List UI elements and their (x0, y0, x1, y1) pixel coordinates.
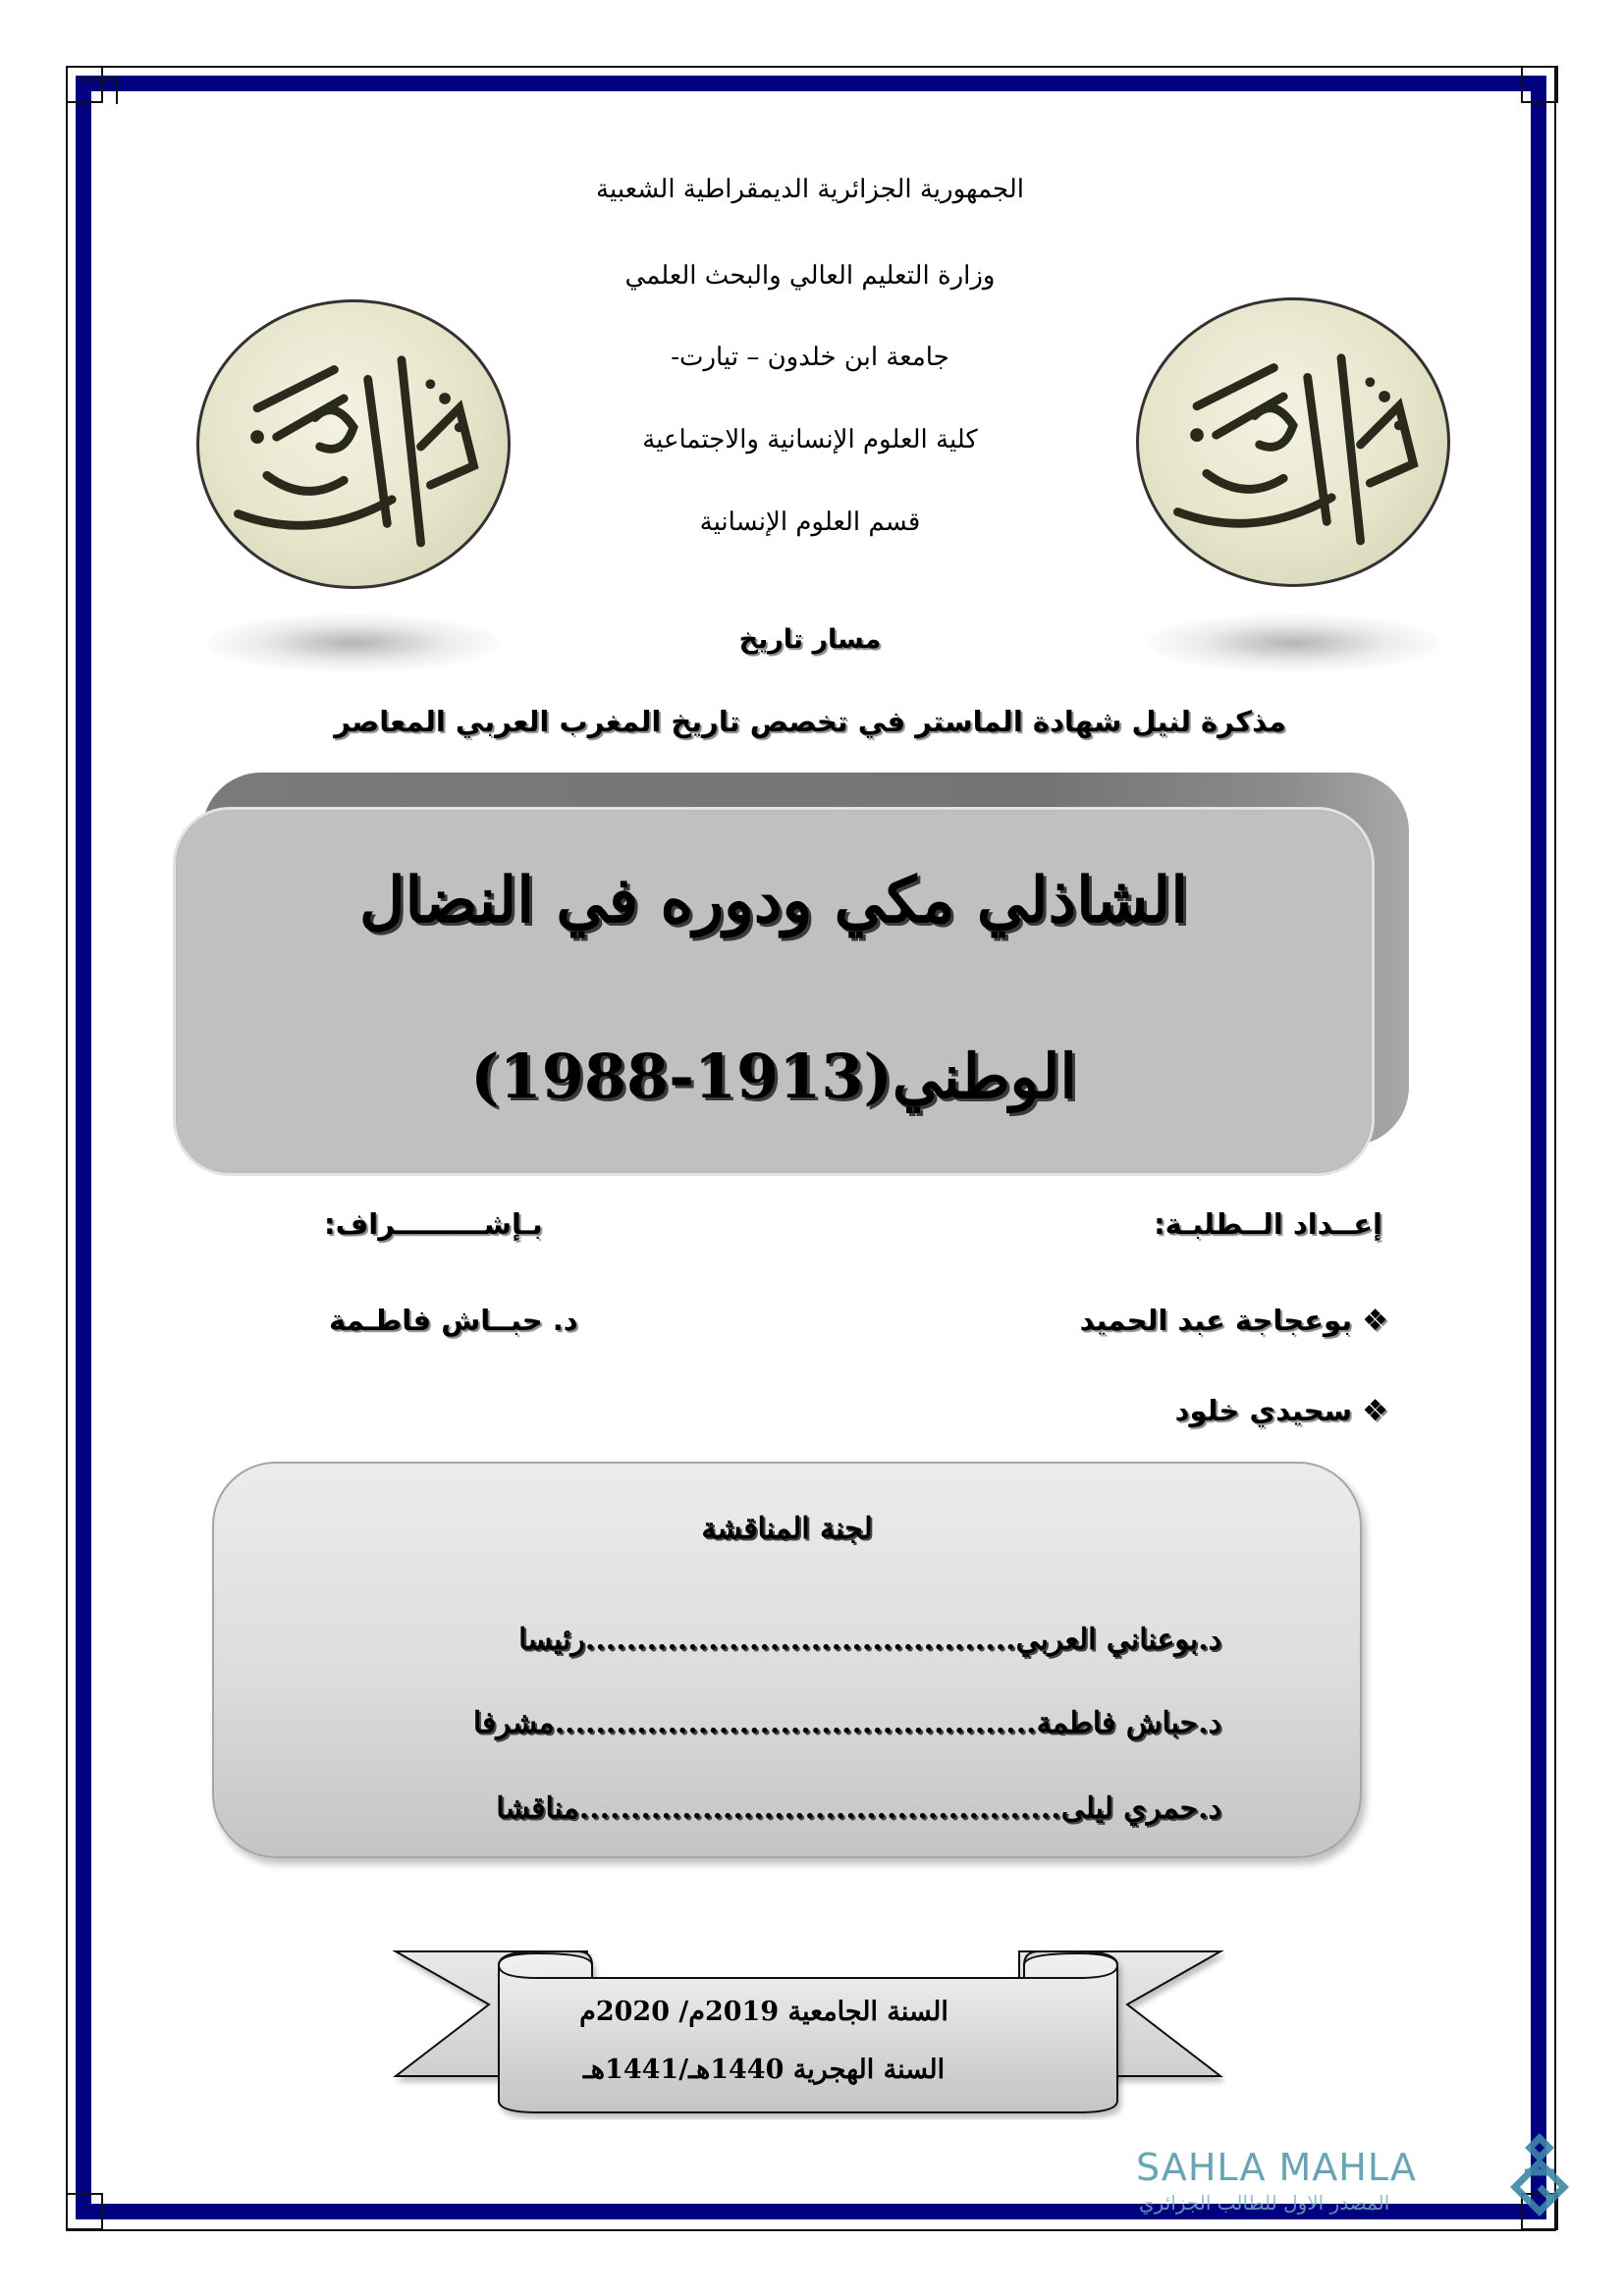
member-name: د.بوعناني العربي (1015, 1623, 1221, 1657)
diamond-bullet-icon: ❖ (1362, 1304, 1388, 1338)
title-line-2: الوطني(1913-1988) (470, 1041, 1077, 1112)
academic-year-gregorian: السنة الجامعية 2019م/ 2020م (579, 1997, 948, 2027)
watermark-tagline: المصدر الاول للطالب الجزائري (1139, 2191, 1390, 2215)
header-republic: الجمهورية الجزائرية الديمقراطية الشعبية (596, 175, 1024, 204)
diamond-bullet-icon: ❖ (1362, 1394, 1388, 1428)
university-seal-right (1136, 297, 1450, 587)
header-faculty: كلية العلوم الإنسانية والاجتماعية (642, 425, 978, 454)
committee-member-row (518, 1623, 1221, 1657)
header-department: قسم العلوم الإنسانية (699, 507, 921, 537)
committee-member-row (496, 1791, 1221, 1826)
supervisor-label: بـإشـــــــــراف: (324, 1207, 543, 1241)
corner-ornament-top-left-inner (79, 79, 118, 104)
leader-dots: .......................................... (584, 1623, 1016, 1657)
committee-member-row (473, 1706, 1221, 1740)
student-name: بوعجاجة عبد الحميد (1079, 1304, 1353, 1337)
thesis-statement: مذكرة لنيل شهادة الماستر في تخصص تاريخ المغرب العربي المعاصر (334, 705, 1286, 738)
watermark-logo-icon (1505, 2133, 1574, 2221)
header-university: جامعة ابن خلدون – تيارت- (671, 343, 949, 372)
title-line-1: الشاذلي مكي ودوره في النضال (358, 864, 1189, 937)
leader-dots: ............................................... (578, 1791, 1061, 1826)
member-role: مشرفا (472, 1706, 555, 1740)
committee-title: لجنة المناقشة (701, 1512, 873, 1546)
member-name: د.حباش فاطمة (1036, 1706, 1221, 1740)
supervisor-name: د. حبــاش فاطـمة (329, 1304, 578, 1337)
seal-calligraphy-icon (199, 302, 508, 586)
watermark-brand: SAHLA MAHLA (1136, 2146, 1417, 2189)
student-item (1175, 1394, 1388, 1428)
member-role: مناقشا (496, 1791, 579, 1826)
track-label: مسار تاريخ (738, 624, 882, 655)
header-ministry: وزارة التعليم العالي والبحث العلمي (624, 261, 996, 291)
student-name: سحيدي خلود (1174, 1394, 1353, 1427)
academic-year-hijri: السنة الهجرية 1440هـ/1441هـ (582, 2055, 946, 2085)
students-label: إعــداد الــطلبـة: (1154, 1207, 1382, 1241)
seal-calligraphy-icon (1139, 300, 1447, 584)
corner-ornament-top-right (1521, 66, 1558, 103)
student-item (1080, 1304, 1388, 1338)
leader-dots: ............................................... (554, 1706, 1037, 1740)
corner-ornament-bottom-left (66, 2193, 103, 2230)
member-role: رئيسا (518, 1623, 585, 1657)
title-box (173, 807, 1375, 1176)
university-seal-left (196, 299, 511, 589)
member-name: د.حمري ليلى (1060, 1791, 1221, 1826)
